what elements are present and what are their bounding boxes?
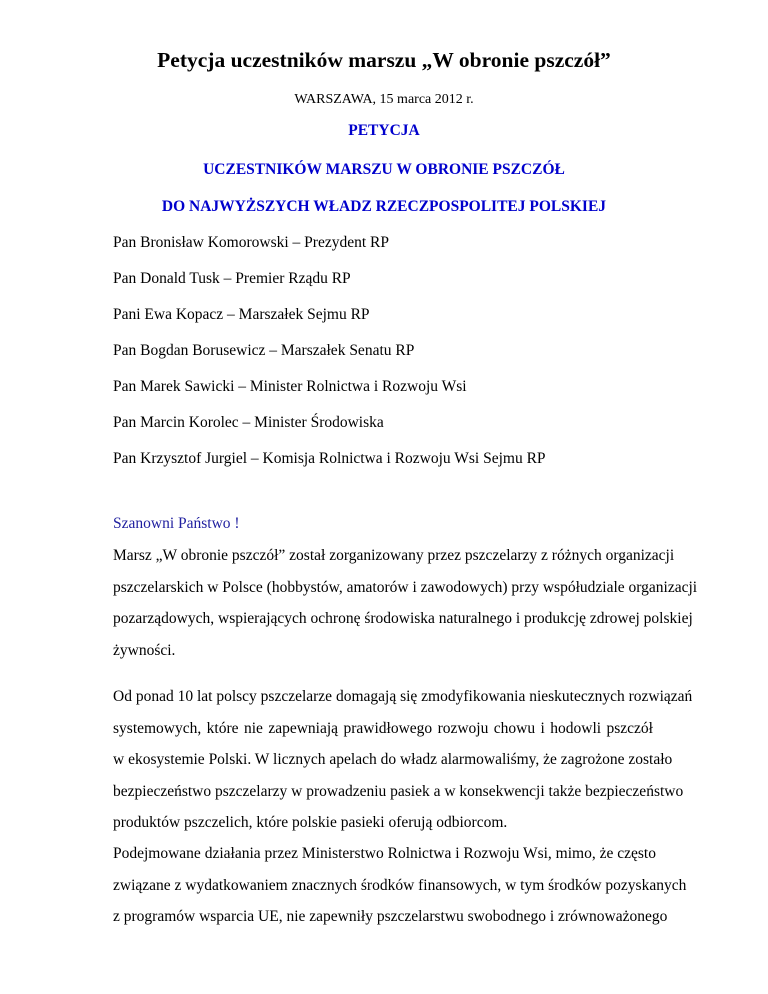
- paragraph-line: Podejmowane działania przez Ministerstwo Rolnictwa i Rozwoju Wsi, mimo, że często: [113, 845, 656, 862]
- heading-wladze: DO NAJWYŻSZYCH WŁADZ RZECZPOSPOLITEJ POLSKIEJ: [161, 198, 607, 215]
- addressee-line: Pan Marcin Korolec – Minister Środowiska: [113, 414, 384, 431]
- salutation: Szanowni Państwo !: [113, 515, 240, 532]
- paragraph-2: [113, 681, 693, 839]
- paragraph-line: produktów pszczelich, które polskie pasieki oferują odbiorcom.: [113, 814, 508, 831]
- dateline: WARSZAWA, 15 marca 2012 r.: [294, 92, 474, 107]
- addressee-line: Pan Marek Sawicki – Minister Rolnictwa i Rozwoju Wsi: [113, 378, 467, 395]
- heading-petycja: PETYCJA: [348, 122, 420, 139]
- paragraph-line: pszczelarskich w Polsce (hobbystów, amatorów i zawodowych) przy współudziale organizacji: [113, 578, 698, 596]
- addressee-line: Pan Donald Tusk – Premier Rządu RP: [113, 270, 351, 287]
- addressee-line: Pan Krzysztof Jurgiel – Komisja Rolnictwa i Rozwoju Wsi Sejmu RP: [113, 450, 546, 467]
- document-title: Petycja uczestników marszu „W obronie pszczół”: [157, 48, 611, 72]
- paragraph-1: [113, 540, 698, 666]
- paragraph-line: bezpieczeństwo pszczelarzy w prowadzeniu pasiek a w konsekwencji także bezpieczeństwo: [113, 782, 684, 800]
- paragraph-line: z programów wsparcia UE, nie zapewniły pszczelarstwu swobodnego i zrównoważonego: [113, 908, 668, 925]
- paragraph-line: pozarządowych, wspierających ochronę środowiska naturalnego i produkcję zdrowej polskiej: [113, 610, 693, 627]
- paragraph-line: Marsz „W obronie pszczół” został zorganizowany przez pszczelarzy z różnych organizacji: [113, 547, 675, 564]
- addressee-line: Pan Bronisław Komorowski – Prezydent RP: [113, 234, 389, 251]
- paragraph-line: w ekosystemie Polski. W licznych apelach do władz alarmowaliśmy, że zagrożone zostało: [113, 751, 673, 768]
- addressee-line: Pani Ewa Kopacz – Marszałek Sejmu RP: [113, 306, 370, 323]
- paragraph-line: Od ponad 10 lat polscy pszczelarze domagają się zmodyfikowania nieskutecznych rozwiązań: [113, 688, 693, 705]
- paragraph-3: [113, 838, 687, 933]
- paragraph-line: żywności.: [113, 641, 176, 659]
- paragraph-line: związane z wydatkowaniem znacznych środków finansowych, w tym środków pozyskanych: [113, 876, 687, 894]
- addressee-line: Pan Bogdan Borusewicz – Marszałek Senatu RP: [113, 342, 415, 359]
- heading-uczestnikow: UCZESTNIKÓW MARSZU W OBRONIE PSZCZÓŁ: [203, 161, 565, 178]
- paragraph-line: systemowych, które nie zapewniają prawidłowego rozwoju chowu i hodowli pszczół: [113, 719, 653, 737]
